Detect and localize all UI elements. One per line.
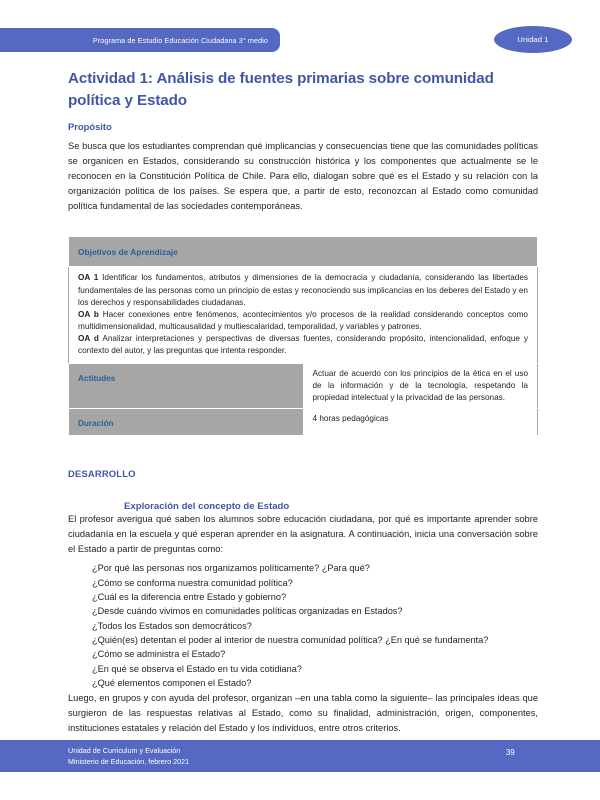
table-row xyxy=(69,364,538,409)
list-item: ¿Cuál es la diferencia entre Estado y gobierno? xyxy=(92,592,287,603)
list-item: ¿Qué elementos componen el Estado? xyxy=(92,678,252,689)
objective-item xyxy=(78,333,528,357)
question-list xyxy=(68,561,538,690)
objective-text: Hacer conexiones entre fenómenos, acontecimientos y/o procesos de la realidad considerando conceptos como multidimensionalidad, multicausalidad y multiescalaridad, temporalidad, y variables y patrones. xyxy=(78,309,528,331)
objectives-table xyxy=(68,236,538,436)
unit-badge xyxy=(494,26,572,53)
objective-code: OA d xyxy=(78,334,99,344)
program-header-band xyxy=(0,28,280,52)
objective-text: Analizar interpretaciones y perspectivas de diversas fuentes, considerando propósito, intencionalidad, enfoque y contexto del autor, y las preguntas que intenta responder. xyxy=(78,334,528,356)
footer-credits xyxy=(68,745,189,767)
table-row-header xyxy=(69,237,538,267)
table-row xyxy=(69,267,538,364)
objective-code: OA b xyxy=(78,309,99,319)
objective-item xyxy=(78,309,528,333)
objective-text: Identificar los fundamentos, atributos y dimensiones de la democracia y ciudadanía, considerando las libertades fundamentales de las personas como un principio de estas y reconociendo sus implicancias en los deberes del Estado y en los derechos y responsabilidades ciudadanas. xyxy=(78,273,528,307)
duration-value-cell xyxy=(303,409,538,436)
page-content xyxy=(68,68,538,740)
attitudes-label: Actitudes xyxy=(78,374,116,384)
footer-line-1: Unidad de Curriculum y Evaluación xyxy=(68,746,181,755)
attitudes-value-cell xyxy=(303,364,538,409)
list-item: ¿Todos los Estados son democráticos? xyxy=(92,620,252,631)
footer-line-2: Ministerio de Educación, febrero 2021 xyxy=(68,757,190,767)
objective-code: OA 1 xyxy=(78,273,99,283)
unit-badge-label: Unidad 1 xyxy=(517,35,549,44)
attitudes-value: Actuar de acuerdo con los principios de la ética en el uso de la información y de la tecnología, respetando la propiedad intelectual y la privacidad de las personas. xyxy=(312,369,528,403)
page-title: Actividad 1: Análisis de fuentes primarias sobre comunidad política y Estado xyxy=(68,70,494,109)
list-item: ¿Cómo se administra el Estado? xyxy=(92,649,226,660)
objectives-body-cell xyxy=(69,267,538,364)
list-item: ¿En qué se observa el Estado en tu vida cotidiana? xyxy=(92,663,302,674)
attitudes-label-cell xyxy=(69,364,304,409)
exploration-subheading: Exploración del concepto de Estado xyxy=(124,501,290,513)
development-closing-paragraph: Luego, en grupos y con ayuda del profesor, organizan –en una tabla como la siguiente– las principales ideas que surgieron de las respuestas relativas al Estado, como su finalidad, administración, origen, componentes, instituciones estatales y relación del Estado y los individuos, entre otros criterios. xyxy=(68,692,538,733)
table-row xyxy=(69,409,538,436)
development-intro-paragraph: El profesor averigua qué saben los alumnos sobre educación ciudadana, por qué es importante aprender sobre ciudadanía en la escuela y qué esperan aprender en la asignatura. A continuación, inicia una conversación sobre el Estado a partir de preguntas como: xyxy=(68,514,538,555)
objectives-header-cell xyxy=(69,237,538,267)
list-item: ¿Por qué las personas nos organizamos políticamente? ¿Para qué? xyxy=(92,563,370,574)
list-item: ¿Cómo se conforma nuestra comunidad política? xyxy=(92,577,293,588)
duration-value: 4 horas pedagógicas xyxy=(312,414,389,424)
purpose-label: Propósito xyxy=(68,121,112,133)
list-item: ¿Desde cuándo vivimos en comunidades políticas organizadas en Estados? xyxy=(92,606,403,617)
duration-label: Duración xyxy=(78,419,114,429)
program-header-label: Programa de Estudio Educación Ciudadana 3° medio xyxy=(92,35,268,45)
development-heading: DESARROLLO xyxy=(68,468,136,480)
objectives-header-label: Objetivos de Aprendizaje xyxy=(78,247,178,258)
duration-label-cell xyxy=(69,409,304,436)
page-number: 39 xyxy=(506,748,515,757)
list-item: ¿Quién(es) detentan el poder al interior de nuestra comunidad política? ¿En qué se fundamenta? xyxy=(92,635,489,646)
objective-item xyxy=(78,272,528,308)
purpose-paragraph: Se busca que los estudiantes comprendan qué implicancias y consecuencias tiene que las comunidades políticas se organicen en Estados, considerando su construcción histórica y los componentes que actualmente se le reconocen en la Constitución Política de Chile. Para ello, dialogan sobre qué es el Estado y su relación con la organización política de los países. Se espera que, a partir de esto, reconozcan al Estado como comunidad política fundamental de las sociedades contemporáneas. xyxy=(68,141,538,212)
